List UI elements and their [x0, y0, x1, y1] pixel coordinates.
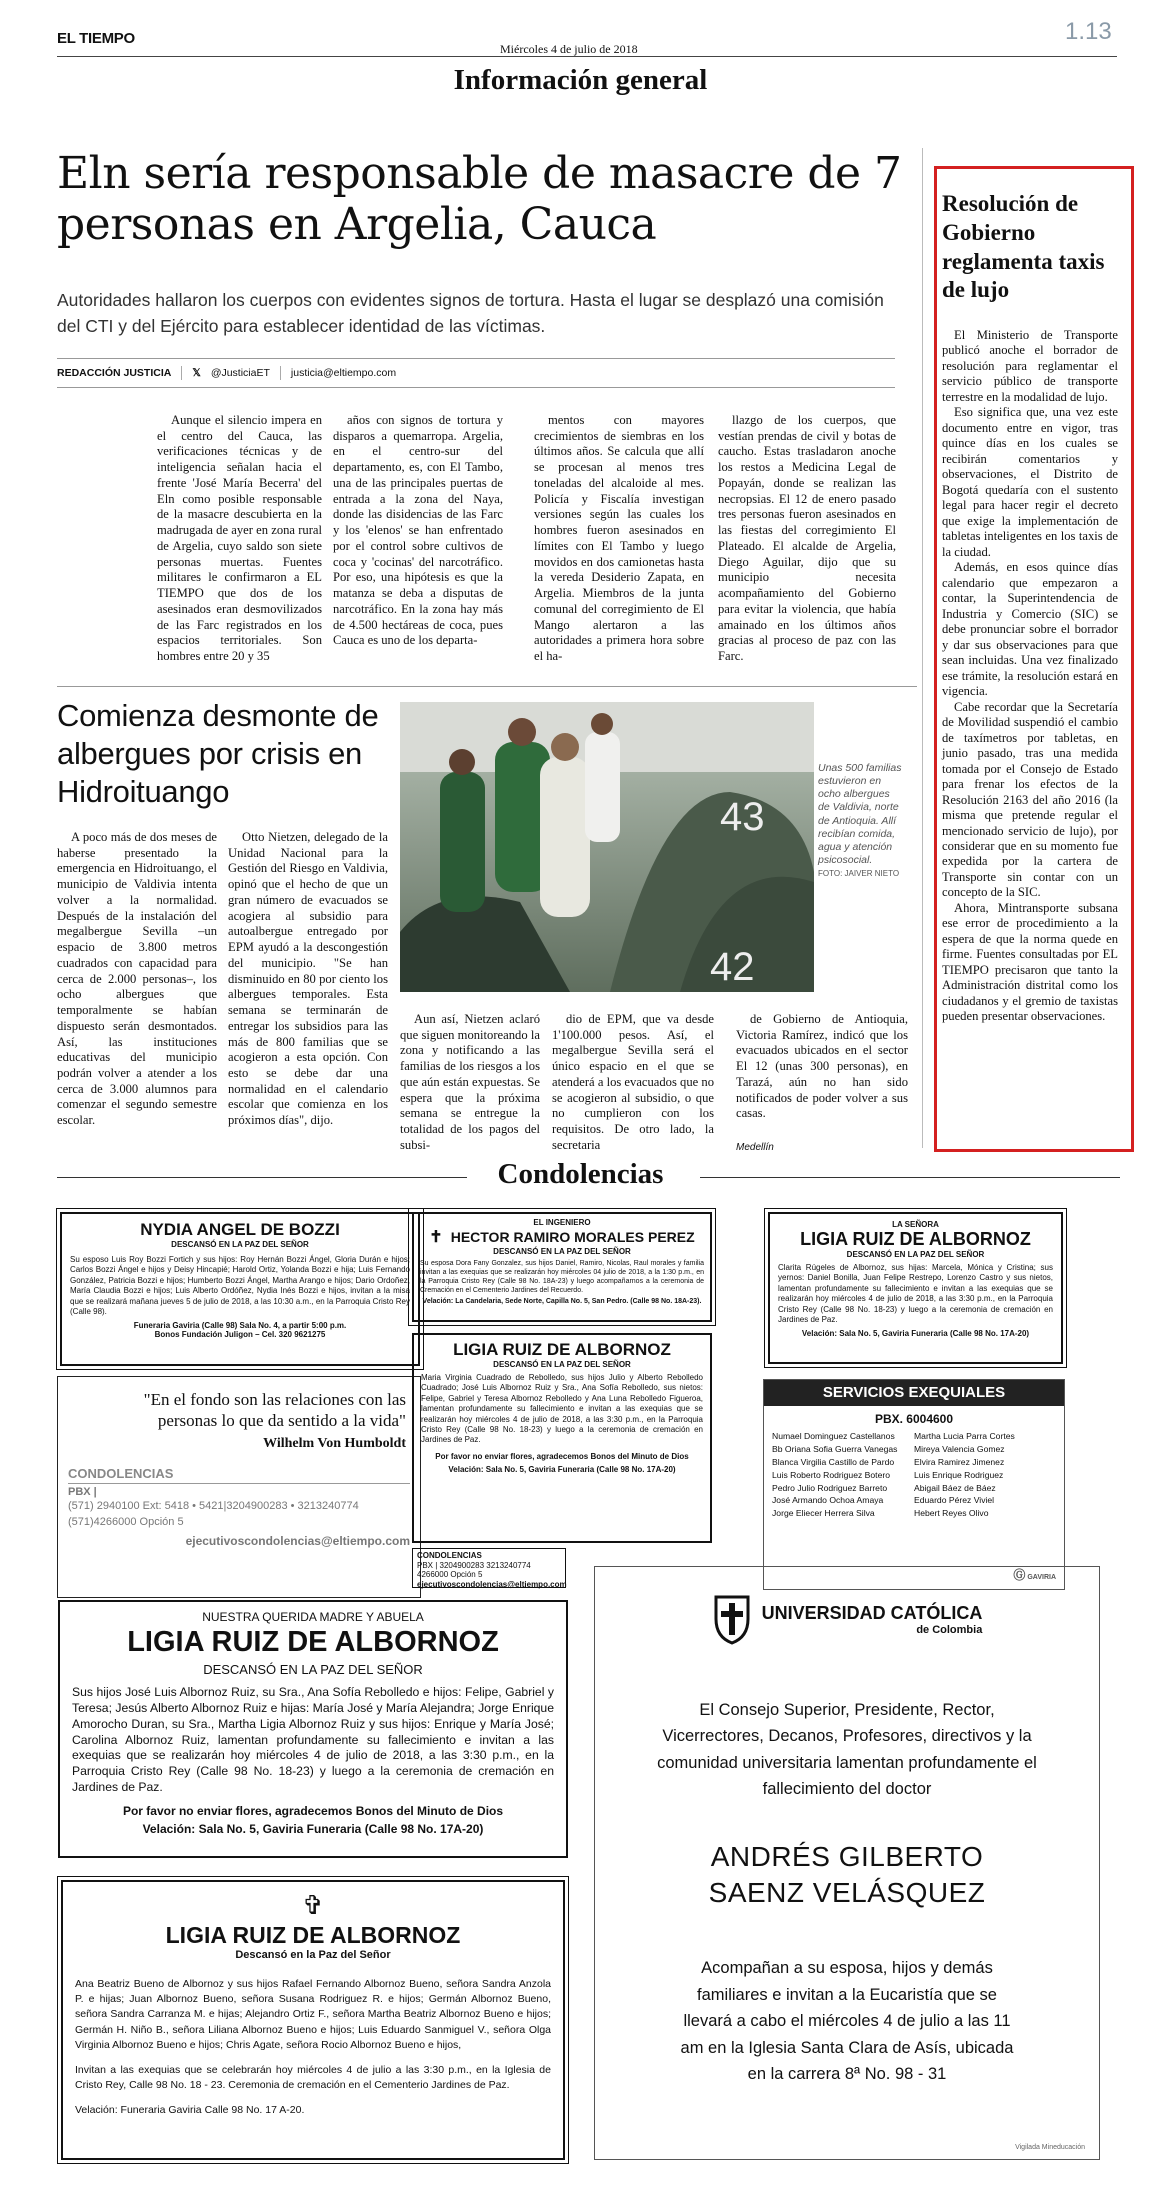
shelter-photo	[400, 702, 814, 992]
obituary-flowers-note: Por favor no enviar flores, agradecemos Bonos del Minuto de Dios	[122, 1804, 504, 1819]
obituary-pretitle: EL INGENIERO	[533, 1218, 591, 1227]
main-story-column-4: llazgo de los cuerpos, que vestían prendas de civil y botas de caucho. Estas trasladaron anoche los restos a Medicina Legal de Popayán, donde se realizan las necropsias. El 12 de enero pasado tres personas fueron asesinados en las fiestas del corregimiento El Plateado. El alcalde de Argelia, Diego Aguilar, dijo que su municipio necesita acompañamiento del Gobierno para evitar la violencia, que había amainado en los últimos años gracias al proceso de paz con las Farc.	[718, 413, 896, 664]
obituary-body: Su esposo Luis Roy Bozzi Fortich y sus hijos: Roy Hernán Bozzi Ángel, Gloria Durán e hijos; Carlos Bozzi Ángel e hijos y Deisy Hincapié; Harold Ortiz, Yolanda Bozzi e hija; Luis Fernando González, Patricia Bozzi e hijos; Humberto Bozzi Ángel, Martha Arango e hijos; Dario Ordoñez, María Claudia Bozzi e hijos; Luis Alberto Ordóñez, Nydia Inés Bozzi e hijos, invitan a la misa que se realizará mañana jueves 5 de julio de 2018, a las 10:30 a.m., en la Parroquia Cristo Rey (Calle 98).	[70, 1255, 410, 1316]
dateline: Medellín	[736, 1142, 774, 1153]
cross-icon: ✝	[429, 1229, 443, 1246]
ucatolica-closing: Acompañan a su esposa, hijos y demás familiares e invitan a la Eucaristía que se llevará a cabo el miércoles 4 de julio a las 11 am en la Iglesia Santa Clara de Asís, ubicada en la carrera 8ª No. 98 - 31	[680, 1959, 1014, 2083]
newspaper-brand: EL TIEMPO	[57, 30, 135, 47]
condolencias-contact-box	[57, 1376, 421, 1598]
ucatolica-logo	[595, 1593, 1099, 1645]
column-divider	[922, 148, 923, 1148]
second-story-column-5: de Gobierno de Antioquia, Victoria Ramírez, indicó que los evacuados ubicados en el sector El 12 (unas 300 personas), en Tarazá, aún no han sido notificados de poder volver a sus casas.	[736, 1012, 908, 1121]
contact-pbx: PBX |	[68, 1485, 97, 1498]
obituary-subtitle: DESCANSÓ EN LA PAZ DEL SEÑOR	[171, 1240, 309, 1249]
byline-author: REDACCIÓN JUSTICIA	[57, 367, 172, 379]
obituary-name: LIGIA RUIZ DE ALBORNOZ	[165, 1922, 461, 1948]
obituary-subtitle: DESCANSÓ EN LA PAZ DEL SEÑOR	[203, 1662, 423, 1677]
second-headline: Comienza desmonte de albergues por crisis en Hidroituango	[57, 698, 379, 809]
contact-phones: (571) 2940100 Ext: 5418 • 5421|3204900283 • 3213240774	[68, 1499, 359, 1512]
gaviria-logo: Ⓖ GAVIRIA	[1013, 1568, 1056, 1582]
ucatolica-shield-icon	[712, 1593, 752, 1645]
obituary-subtitle: DESCANSÓ EN LA PAZ DEL SEÑOR	[846, 1250, 985, 1259]
obituary-velacion: Velación: La Candelaria, Sede Norte, Capilla No. 5, San Pedro. (Calle 98 No. 18A-23).	[422, 1298, 702, 1306]
obituary-body: Su esposa Dora Fany Gonzalez, sus hijos Daniel, Ramiro, Nicolas, Raul morales y familia invitan a las exequias que se realizarán hoy miércoles 04 julio de 2018, a la 1:30 p.m., en la Parroquia Cristo Rey (Calle 98 No. 18A-23) y luego acompañarnos a la ceremonia de Cremación en el Cementerio Jardines del Recuerdo.	[420, 1260, 704, 1295]
obituary-body: Ana Beatriz Bueno de Albornoz y sus hijos Rafael Fernando Albornoz Bueno, señora Sandra Anzola P. e hijas; Juan Albornoz Bueno, señora Susana Rodriguez R. e hijos; Germán Albornoz Bueno, señora Sandra Carranza M. e hijas; Alejandro Ortiz F., señora Martha Beatriz Albornoz Bueno e hijos; Germán H. Niño B., señora Liliana Albornoz Bueno e hijos; Luis Eduardo Sanmiguel V., señora Olga Virginia Albornoz Bueno e hijos; Chris Agate, señora Rocio Albornoz Bueno e hijos,	[75, 1978, 551, 2051]
quote-text: "En el fondo son las relaciones con las personas lo que da sentido a la vida"	[143, 1390, 406, 1431]
condolencias-title: Condolencias	[497, 1158, 664, 1190]
quote-author: Wilhelm Von Humboldt	[263, 1435, 406, 1451]
main-headline: Eln sería responsable de masacre de 7 personas en Argelia, Cauca	[57, 148, 902, 251]
twitter-icon: 𝕏	[192, 367, 201, 379]
obituary-name: LIGIA RUIZ DE ALBORNOZ	[127, 1626, 499, 1658]
second-story-column-2: Otto Nietzen, delegado de la Unidad Nacional para la Gestión del Riesgo en Valdivia, opinó que el hecho de que un gran número de evacuados se acogiera al subsidio para autoalbergue entregado por EPM ayudó a la descongestión del municipio. "Se han disminuido en 80 por ciento los albergues temporales. Esta semana se terminarán de entregar los subsidios para las más de 800 familias que se acogieron a esta opción. Con esto se debe dar una normalidad en el calendario escolar que comienza en los próximos días", dijo.	[228, 830, 388, 1128]
obituary-name: LIGIA RUIZ DE ALBORNOZ	[453, 1340, 671, 1359]
mini-contact-brand: CONDOLENCIAS	[417, 1551, 482, 1560]
second-story-column-4: dio de EPM, que va desde 1'100.000 pesos. Así, el megalbergue Sevilla será el único espacio en el que se atenderá a los evacuados que no se acogieron al subsidio, o que no cumplieron con los requisitos. De otro lado, la secretaria	[552, 1012, 714, 1152]
obituary-velacion: Velación: Sala No. 5, Gaviria Funeraria (Calle 98 No. 17A-20)	[801, 1329, 1030, 1339]
obituary-velacion: Funeraria Gaviria (Calle 98) Sala No. 4, a partir 5:00 p.m.	[133, 1321, 347, 1331]
page-number: 1.13	[1065, 18, 1112, 45]
obituary-velacion: Velación: Sala No. 5, Gaviria Funeraria (Calle 98 No. 17A-20)	[142, 1822, 484, 1837]
servicios-names-left: Numael Dominguez Castellanos Bb Oriana Sofia Guerra Vanegas Blanca Virgilia Castillo de Pardo Luis Roberto Rodriguez Botero Pedro Julio Rodriguez Barreto José Armando Ochoa Amaya Jorge Eliecer Herrera Silva	[772, 1431, 898, 1519]
sidebar-title: Resolución de Gobierno reglamenta taxis de lujo	[942, 191, 1105, 303]
obituary-bonos: Bonos Fundación Juligon – Cel. 320 9621275	[154, 1330, 326, 1340]
servicios-title: SERVICIOS EXEQUIALES	[764, 1380, 1064, 1406]
obituary-subtitle: Descansó en la Paz del Señor	[235, 1949, 391, 1961]
second-story-column-1: A poco más de dos meses de haberse presentado la emergencia en Hidroituango, el municipio de Valdivia intenta volver a la normalidad. Después de la instalación del megalbergue Sevilla –un espacio de 3.800 metros cuadrados con capacidad para cerca de 2.000 personas–, los ocho albergues que temporalmente se habían dispuesto serán desmontados. Así, las instituciones educativas del municipio podrán volver a atender a los cerca de 3.000 alumnos para comenzar el segundo semestre escolar.	[57, 830, 217, 1128]
obituary-body: Sus hijos José Luis Albornoz Ruiz, su Sra., Ana Sofía Rebolledo e hijos: Felipe, Gabriel y Teresa; Jesús Alberto Albornoz Ruiz e hijas: María José y María Alejandra; Jorge Enrique Amorocho Duran, su Sra., Martha Ligia Albornoz Ruiz y sus hijos: Enrique y María José; Carolina Albornoz Ruiz, lamentan profundamente su fallecimiento e invitan a las exequias que se realizarán hoy miércoles 4 de julio de 2018, a las 3:30 p.m., en la Parroquia Cristo Rey (Calle 98 No. 18-23) y luego a la ceremonia de cremación en Jardines de Paz.	[72, 1685, 554, 1795]
obituary-velacion: Velación: Funeraria Gaviria Calle 98 No. 17 A-20.	[75, 2103, 305, 2116]
issue-date: Miércoles 4 de julio de 2018	[500, 42, 638, 56]
main-story-column-1: Aunque el silencio impera en el centro del Cauca, las verificaciones técnicas y de inteligencia señalan hacia el frente 'José María Becerra' del Eln como posible responsable de la masacre descubierta en la madrugada de ayer en zona rural de Argelia, cuyo saldo son siete personas muertas. Fuentes militares le confirmaron a EL TIEMPO que dos de los asesinados eran desmovilizados de las Farc registrados en los espacios territoriales. Son hombres entre 20 y 35	[157, 413, 322, 664]
servicios-pbx: PBX. 6004600	[874, 1412, 954, 1426]
obituary-subtitle: DESCANSÓ EN LA PAZ DEL SEÑOR	[493, 1247, 631, 1256]
gaviria-logo-icon: Ⓖ	[1013, 1568, 1026, 1582]
contact-phones-2: (571)4266000 Opción 5	[68, 1515, 184, 1528]
obituary-velacion: Velación: Sala No. 5, Gaviria Funeraria (Calle 98 No. 17A-20)	[448, 1464, 676, 1474]
obituary-body: Clarita Rúgeles de Albornoz, sus hijas: Marcela, Mónica y Cristina; sus yernos: Daniel Bonilla, Juan Felipe Restrepo, Lorenzo Castro y sus nietos, lamentan profundamente su fallecimiento e invitan a las exequias que se realizarán hoy miércoles 4 de julio de 2018, a las 3:30 p.m., en la Parroquia Cristo Rey (Calle 98 No. 18-23) y luego a la ceremonia de cremación en Jardines de Paz.	[778, 1263, 1053, 1324]
obituary-ligia-center	[412, 1333, 712, 1543]
second-story-column-3: Aun así, Nietzen aclaró que siguen monitoreando la zona y notificando a las familias de los riesgos a los que aún están expuestas. Se espera que la próxima semana se entregue la totalidad de los pagos del subsi-	[400, 1012, 540, 1152]
sidebar-body: El Ministerio de Transporte publicó anoche el borrador de resolución para reglamentar el servicio público de transporte terrestre en la modalidad de lujo. Eso significa que, una vez este documento entre en vigor, tras quince días en los cuales se recibirán comentarios y observaciones, el Distrito de Bogotá quedaría con el sustento legal para hacer regir el decreto que exige la implementación de tabletas inteligentes en los taxis de la ciudad. Además, en esos quince días calendario que empezaron a contar, la Superintendencia de Industria y Comercio (SIC) se debe pronunciar sobre el borrador y dar sus observaciones para que sean incluidas. Una vez finalizado ese trámite, la resolución estará en vigencia. Cabe recordar que la Secretaría de Movilidad suspendió el cambio de taxímetros por tabletas, en junio pasado, tras una medida tomada por el Consejo de Estado para frenar los efectos de la Resolución 2163 del año 2016 (la misma que pretende regular el mencionado servicio de lujo), por considerar que en su momento fue expedida por la cartera de Transporte sin contar con un concepto de la SIC. Ahora, Mintransporte subsana ese error de procedimiento a la espera de que la norma quede en firme. Fuentes consultadas por EL TIEMPO precisaron que tanto la Administración distrital como los ciudadanos y el gremio de taxistas pueden presentar observaciones.	[942, 328, 1118, 1024]
story-divider	[57, 686, 917, 687]
obituary-ligia-bottom	[61, 1880, 565, 2160]
condolencias-mini-contact	[412, 1548, 566, 1588]
obituary-invitation: Invitan a las exequias que se celebrarán hoy miércoles 4 de julio a las 3:30 p.m., en la Iglesia de Cristo Rey, Calle 98 No. 18 - 23. Ceremonia de cremación en el Cementerio Jardines de Paz.	[75, 2064, 551, 2092]
servicios-exequiales-box	[763, 1379, 1065, 1590]
obituary-hector	[412, 1212, 712, 1322]
obituary-pretitle: NUESTRA QUERIDA MADRE Y ABUELA	[202, 1610, 424, 1624]
byline-divider	[181, 366, 182, 380]
cross-icon: ✞	[302, 1890, 324, 1920]
obituary-nydia	[60, 1212, 420, 1366]
obituary-subtitle: DESCANSÓ EN LA PAZ DEL SEÑOR	[493, 1360, 631, 1369]
main-story-column-2: años con signos de tortura y disparos a quemarropa. Argelia, en el centro-sur del departamento, es, con El Tambo, una de las principales puertas de entrada a la zona del Naya, donde las disidencias de las Farc y los 'elenos' se han enfrentado por el control sobre cultivos de coca y 'cocinas' del narcotráfico. Por eso, una hipótesis es que la matanza se deba a disputas de narcotráfico. En la zona hay más de 4.500 hectáreas de coca, pues Cauca es uno de los departa-	[333, 413, 503, 648]
ucatolica-announcement	[594, 1566, 1100, 2160]
obituary-flowers-note: Por favor no enviar flores, agradecemos Bonos del Minuto de Dios	[435, 1451, 689, 1461]
ucatolica-subname: de Colombia	[916, 1623, 983, 1636]
byline-bar	[57, 358, 895, 388]
contact-email[interactable]: ejecutivoscondolencias@eltiempo.com	[185, 1533, 410, 1548]
ucatolica-name: UNIVERSIDAD CATÓLICA	[761, 1602, 983, 1623]
obituary-ligia-top-right	[768, 1212, 1063, 1364]
shelter-photo-illustration	[400, 702, 814, 992]
mini-contact-email[interactable]: ejecutivoscondolencias@eltiempo.com	[417, 1579, 567, 1589]
photo-credit: FOTO: JAIVER NIETO	[818, 869, 900, 878]
byline-email: justicia@eltiempo.com	[290, 367, 397, 379]
byline-twitter: @JusticiaET	[210, 367, 270, 379]
obituary-body: Maria Virginia Cuadrado de Rebolledo, sus hijos Julio y Alberto Rebolledo Cuadrado; José Luis Albornoz Ruiz y Sra., Ana Sofía Rebolledo, sus nietos: Felipe, Gabriel y Teresa Albornoz Rebolledo y Ana Luna Rebolledo Figueroa, lamentan profundamente su fallecimiento e invitan a las exequias que se realizarán hoy miércoles 4 de julio de 2018, a las 3:30 p.m., en la Parroquia Cristo Rey (Calle 98 No. 18-23) y luego a la ceremonia de cremación en Jardines de Paz.	[421, 1373, 703, 1445]
ucatolica-intro: El Consejo Superior, Presidente, Rector, Vicerrectores, Decanos, Profesores, directivos y la comunidad universitaria lamentan profundamente el fallecimiento del doctor	[657, 1701, 1037, 1799]
main-story-column-3: mentos con mayores crecimientos de siembras en los últimos años. Se calcula que allí se procesan al menos tres toneladas del alcaloide al mes. Policía y Fiscalía investigan versiones según las cuales los hombres fueron asesinados en límites con El Tambo y luego movidos en dos camionetas hasta la vereda Desiderio Zapata, en Argelia. Miembros de la junta comunal del corregimiento de El Mango alertaron a las autoridades a primera hora sobre el ha-	[534, 413, 704, 664]
obituary-name: HECTOR RAMIRO MORALES PEREZ	[450, 1229, 695, 1245]
mini-contact-phones-2: 4266000 Opción 5	[417, 1570, 483, 1580]
obituary-pretitle: LA SEÑORA	[892, 1220, 939, 1229]
obituary-ligia-large	[58, 1600, 568, 1858]
obituary-name: LIGIA RUIZ DE ALBORNOZ	[800, 1229, 1031, 1249]
deceased-name: ANDRÉS GILBERTO SAENZ VELÁSQUEZ	[708, 1840, 986, 1908]
byline-divider	[280, 366, 281, 380]
servicios-names-right: Martha Lucia Parra Cortes Mireya Valencia Gomez Elvira Ramirez Jimenez Luis Enrique Rodriguez Abigail Báez de Báez Eduardo Pérez Viviel Hebert Reyes Olivo	[914, 1431, 1015, 1519]
mini-contact-phones: PBX | 3204900283 3213240774	[417, 1560, 531, 1570]
ucatolica-footer: Vigilada Mineducación	[1015, 2144, 1085, 2151]
section-title: Información general	[453, 64, 708, 96]
photo-caption: Unas 500 familias estuvieron en ocho albergues de Valdivia, norte de Antioquia. Allí recibían comida, agua y atención psicosocial. FOTO: JAIVER NIETO	[818, 762, 902, 878]
svg-text:42: 42	[710, 945, 755, 989]
contact-brand: CONDOLENCIAS	[68, 1465, 174, 1481]
main-deck: Autoridades hallaron los cuerpos con evidentes signos de tortura. Hasta el lugar se desplazó una comisión del CTI y del Ejército para establecer identidad de las víctimas.	[57, 290, 884, 337]
svg-text:43: 43	[720, 795, 765, 839]
contact-rule	[68, 1483, 410, 1484]
obituary-name: NYDIA ANGEL DE BOZZI	[140, 1220, 340, 1239]
header-rule	[57, 56, 1117, 57]
